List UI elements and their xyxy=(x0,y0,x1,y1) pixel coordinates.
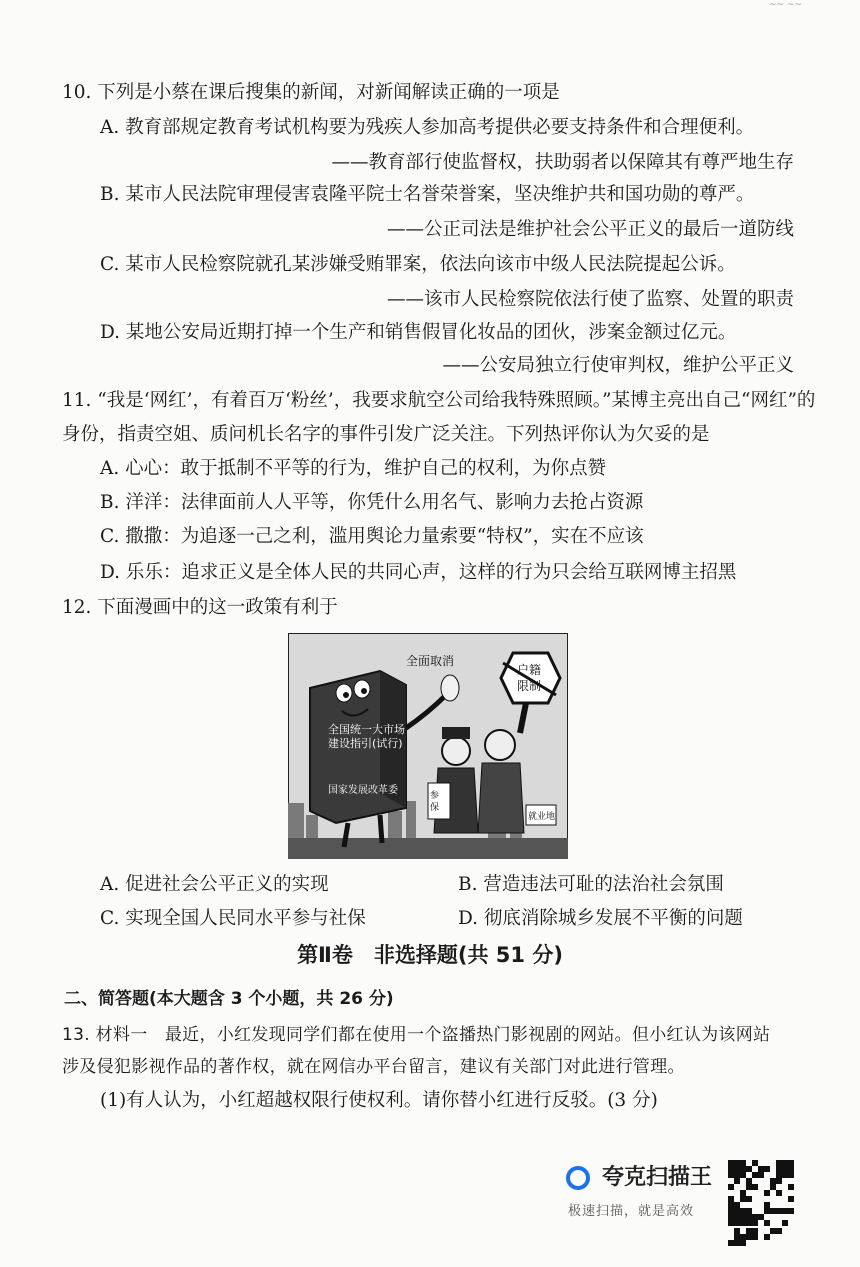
book-title-line1: 全国统一大市场 xyxy=(328,723,405,736)
book-publisher: 国家发展改革委 xyxy=(328,785,398,796)
q12-stem: 12. 下面漫画中的这一政策有利于 xyxy=(62,597,338,618)
q11-stem-line1: 11. “我是‘网红’，有着百万‘粉丝’，我要求航空公司给我特殊照顾。”某博主亮出自己“网红”的 xyxy=(62,390,816,411)
qr-code-icon xyxy=(728,1160,794,1250)
q12-option-a: A. 促进社会公平正义的实现 xyxy=(100,874,329,895)
q12-option-d: D. 彻底消除城乡发展不平衡的问题 xyxy=(458,908,743,929)
paper-left-line1: 参 xyxy=(430,791,440,801)
q11-option-c: C. 撒撒：为追逐一己之利，滥用舆论力量索要“特权”，实在不应该 xyxy=(100,526,644,547)
section-subtitle: 二、简答题(本大题含 3 个小题，共 26 分) xyxy=(64,989,394,1009)
corner-mark: ~~ ~~ xyxy=(768,0,802,10)
q10-option-a-comment: ——教育部行使监督权，扶助弱者以保障其有尊严地生存 xyxy=(331,152,794,173)
q10-option-b-comment: ——公正司法是维护社会公平正义的最后一道防线 xyxy=(386,219,794,240)
q13-material-line1: 13. 材料一 最近，小红发现同学们都在使用一个盗播热门影视剧的网站。但小红认为该网站 xyxy=(62,1025,771,1045)
q10-stem: 10. 下列是小蔡在课后搜集的新闻，对新闻解读正确的一项是 xyxy=(62,82,560,103)
q11-option-a: A. 心心：敢于抵制不平等的行为，维护自己的权利，为你点赞 xyxy=(100,458,607,479)
section-title: 第Ⅱ卷 非选择题(共 51 分) xyxy=(297,943,563,967)
q10-option-b: B. 某市人民法院审理侵害袁隆平院士名誉荣誉案，坚决维护共和国功勋的尊严。 xyxy=(100,184,755,205)
policy-cartoon xyxy=(288,633,568,859)
scanner-watermark xyxy=(566,1158,736,1254)
q12-option-c: C. 实现全国人民同水平参与社保 xyxy=(100,908,366,929)
q10-option-a: A. 教育部规定教育考试机构要为残疾人参加高考提供必要支持条件和合理便利。 xyxy=(100,117,755,138)
q10-option-d-comment: ——公安局独立行使审判权，维护公平正义 xyxy=(442,355,794,376)
sign-line1: 户籍 xyxy=(517,663,542,677)
q11-option-b: B. 洋洋：法律面前人人平等，你凭什么用名气、影响力去抢占资源 xyxy=(100,492,644,513)
book-title-line2: 建设指引(试行) xyxy=(328,737,403,750)
watermark-name: 夸克扫描王 xyxy=(602,1165,713,1190)
speech-text: 全面取消 xyxy=(406,654,455,668)
paper-right: 就业地 xyxy=(528,812,556,822)
q10-option-c-comment: ——该市人民检察院依法行使了监察、处置的职责 xyxy=(386,289,794,310)
sign-line2: 限制 xyxy=(517,679,542,693)
q12-option-b: B. 营造违法可耻的法治社会氛围 xyxy=(458,874,724,895)
q10-option-c: C. 某市人民检察院就孔某涉嫌受贿罪案，依法向该市中级人民法院提起公诉。 xyxy=(100,254,736,275)
q13-material-line2: 涉及侵犯影视作品的著作权，就在网信办平台留言，建议有关部门对此进行管理。 xyxy=(62,1057,685,1077)
quark-logo-icon xyxy=(566,1166,590,1190)
watermark-slogan: 极速扫描，就是高效 xyxy=(568,1204,695,1219)
q11-option-d: D. 乐乐：追求正义是全体人民的共同心声，这样的行为只会给互联网博主招黑 xyxy=(100,562,737,583)
q10-option-d: D. 某地公安局近期打掉一个生产和销售假冒化妆品的团伙，涉案金额过亿元。 xyxy=(100,322,737,343)
paper-left-line2: 保 xyxy=(430,803,440,813)
q11-stem-line2: 身份，指责空姐、质问机长名字的事件引发广泛关注。下列热评你认为欠妥的是 xyxy=(62,424,710,445)
q13-subquestion-1: (1)有人认为，小红超越权限行使权利。请你替小红进行反驳。(3 分) xyxy=(100,1090,658,1111)
